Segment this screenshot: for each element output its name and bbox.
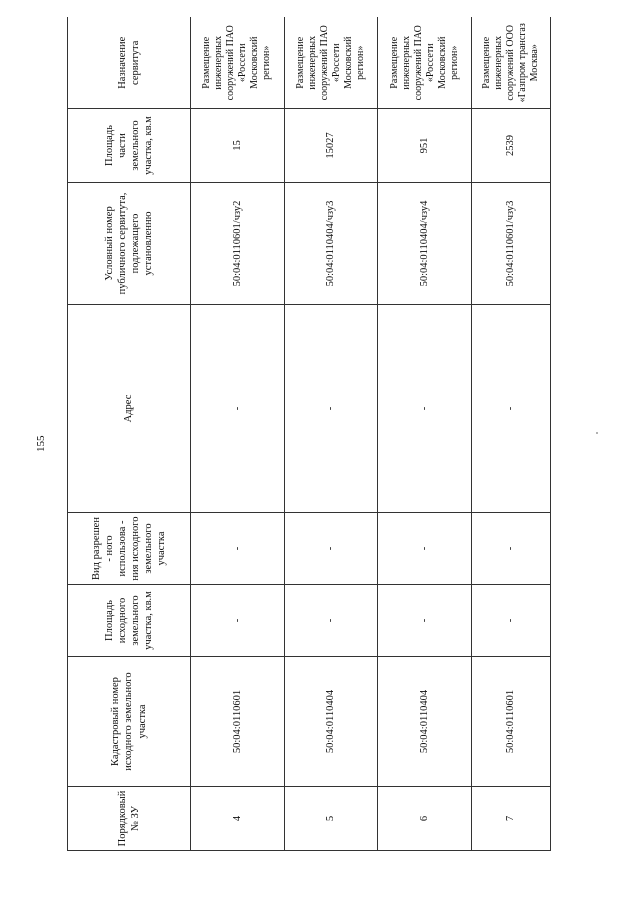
cell-plot-number: 4 — [191, 787, 285, 851]
cell-servitude-number: 50:04:0110601/чзу3 — [471, 183, 550, 305]
cell-source-area: - — [284, 585, 378, 657]
cell-plot-number: 6 — [378, 787, 472, 851]
cell-part-area: 15 — [191, 109, 285, 183]
cell-plot-number: 7 — [471, 787, 550, 851]
header-servitude-purpose: Назначение сервитута — [68, 17, 191, 109]
servitude-table-frame — [67, 17, 551, 851]
header-source-area: Площадь исходного земельного участка, кв.м — [68, 585, 191, 657]
cell-servitude-purpose: Размещение инженерных сооружений ПАО «Россети Московский регион» — [378, 17, 472, 109]
cell-part-area: 2539 — [471, 109, 550, 183]
cell-cadastral-number: 50:04:0110601 — [191, 657, 285, 787]
cell-servitude-number: 50:04:0110404/чзу3 — [284, 183, 378, 305]
cell-permitted-use: - — [471, 513, 550, 585]
header-address: Адрес — [68, 305, 191, 513]
cell-address: - — [284, 305, 378, 513]
page-number: 155 — [35, 435, 47, 453]
cell-permitted-use: - — [284, 513, 378, 585]
cell-cadastral-number: 50:04:0110404 — [378, 657, 472, 787]
cell-address: - — [378, 305, 472, 513]
header-plot-number: Порядковый № ЗУ — [68, 787, 191, 851]
table-row — [191, 17, 285, 851]
cell-servitude-number: 50:04:0110404/чзу4 — [378, 183, 472, 305]
cell-plot-number: 5 — [284, 787, 378, 851]
header-servitude-number: Условный номер публичного сервитута, подлежащего установленню — [68, 183, 191, 305]
table-row — [378, 17, 472, 851]
table-row — [471, 17, 550, 851]
scan-speck — [596, 432, 598, 434]
cell-permitted-use: - — [191, 513, 285, 585]
cell-source-area: - — [378, 585, 472, 657]
cell-source-area: - — [191, 585, 285, 657]
cell-servitude-purpose: Размещение инженерных сооружений ООО «Газпром трансгаз Москва» — [471, 17, 550, 109]
header-cadastral-number: Кадастровый номер исходного земельного участка — [68, 657, 191, 787]
cell-source-area: - — [471, 585, 550, 657]
table-header-row — [68, 17, 191, 851]
cell-part-area: 15027 — [284, 109, 378, 183]
cell-permitted-use: - — [378, 513, 472, 585]
table-row — [284, 17, 378, 851]
cell-servitude-number: 50:04:0110601/чзу2 — [191, 183, 285, 305]
header-part-area: Площадь части земельного участка, кв.м — [68, 109, 191, 183]
header-permitted-use: Вид разрешен - ного использова - ния исходного земельного участка — [68, 513, 191, 585]
cell-cadastral-number: 50:04:0110601 — [471, 657, 550, 787]
cell-cadastral-number: 50:04:0110404 — [284, 657, 378, 787]
cell-address: - — [191, 305, 285, 513]
cell-servitude-purpose: Размещение инженерных сооружений ПАО «Россети Московский регион» — [284, 17, 378, 109]
cell-part-area: 951 — [378, 109, 472, 183]
cell-servitude-purpose: Размещение инженерных сооружений ПАО «Россети Московский регион» — [191, 17, 285, 109]
cell-address: - — [471, 305, 550, 513]
servitude-table — [67, 17, 551, 851]
